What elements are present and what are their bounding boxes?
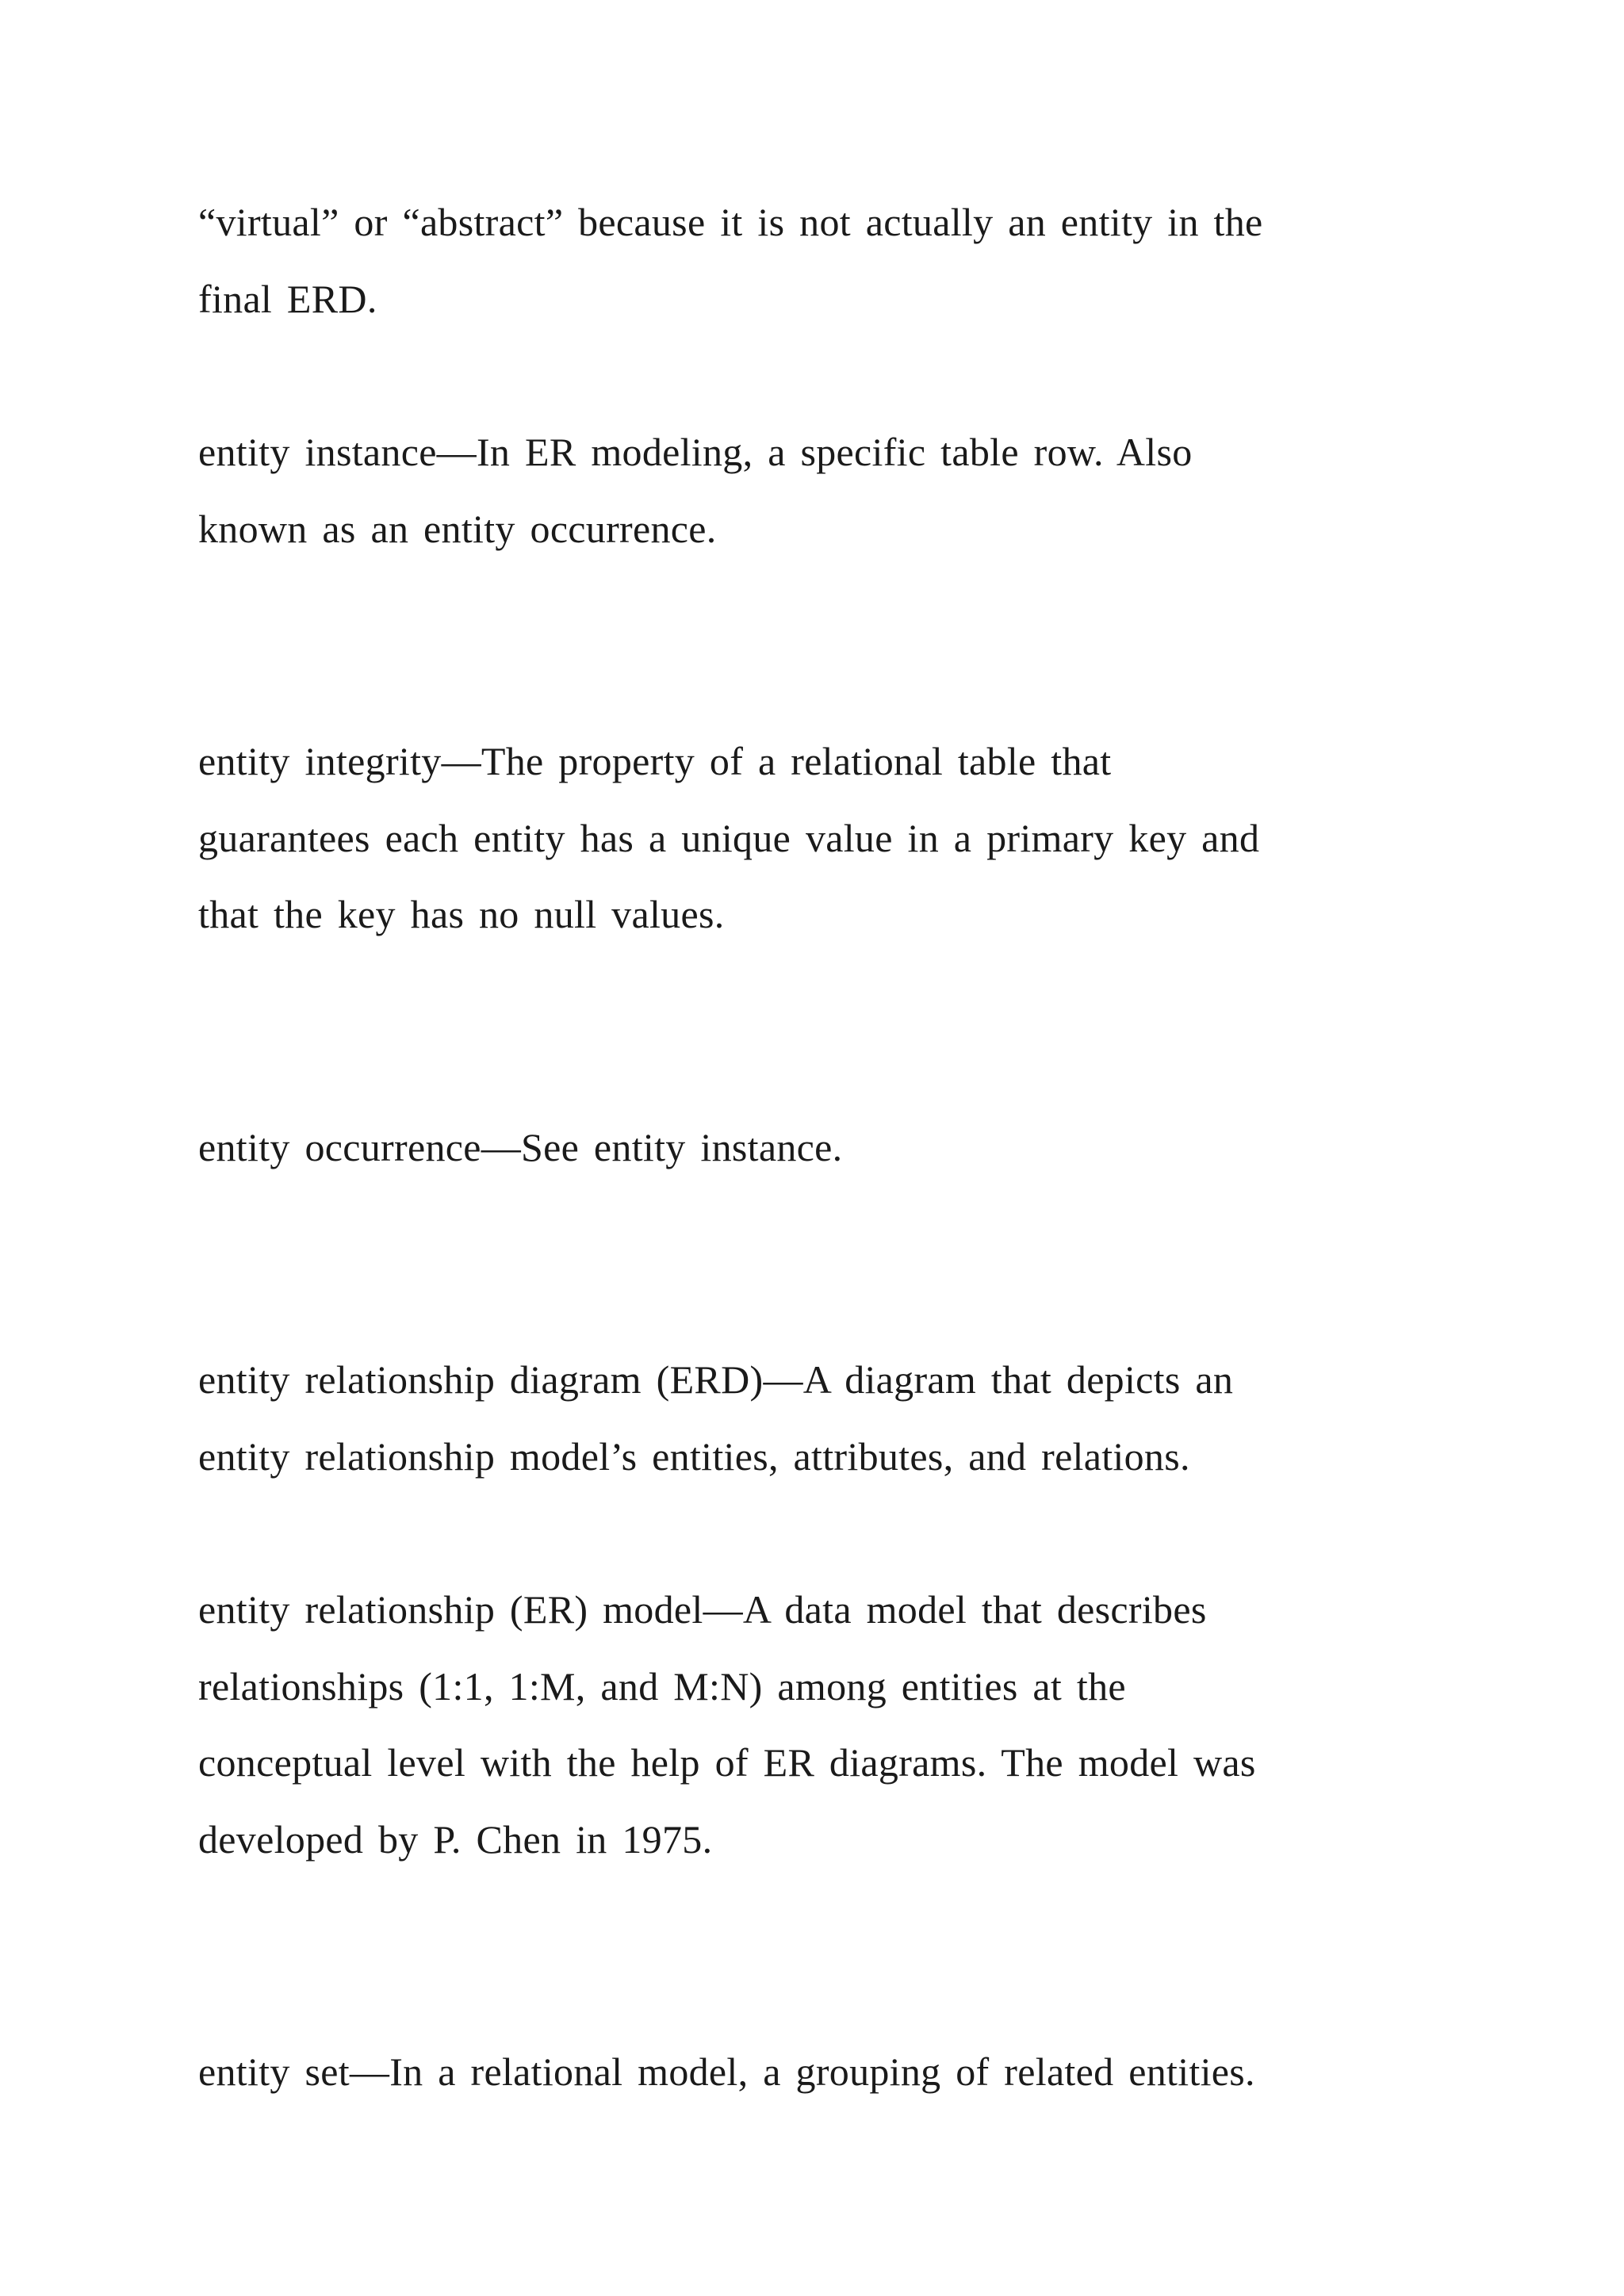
text-line: that the key has no null values. — [198, 892, 725, 936]
text-line: developed by P. Chen in 1975. — [198, 1817, 713, 1862]
text-line: entity set—In a relational model, a grouping of related entities. — [198, 2049, 1255, 2094]
text-line: entity instance—In ER modeling, a specific table row. Also — [198, 430, 1193, 474]
text-line: “virtual” or “abstract” because it is not actually an entity in the — [198, 200, 1263, 244]
text-line: entity occurrence—See entity instance. — [198, 1125, 843, 1169]
text-line: final ERD. — [198, 277, 377, 321]
text-line: entity relationship (ER) model—A data model that describes — [198, 1587, 1207, 1632]
text-line: entity relationship model’s entities, attributes, and relations. — [198, 1434, 1190, 1479]
text-line: entity relationship diagram (ERD)—A diagram that depicts an — [198, 1357, 1234, 1402]
text-line: entity integrity—The property of a relational table that — [198, 739, 1112, 783]
text-line: known as an entity occurrence. — [198, 507, 717, 551]
text-line: conceptual level with the help of ER diagrams. The model was — [198, 1740, 1256, 1785]
text-line: relationships (1:1, 1:M, and M:N) among entities at the — [198, 1664, 1126, 1709]
text-line: guarantees each entity has a unique value in a primary key and — [198, 816, 1260, 860]
